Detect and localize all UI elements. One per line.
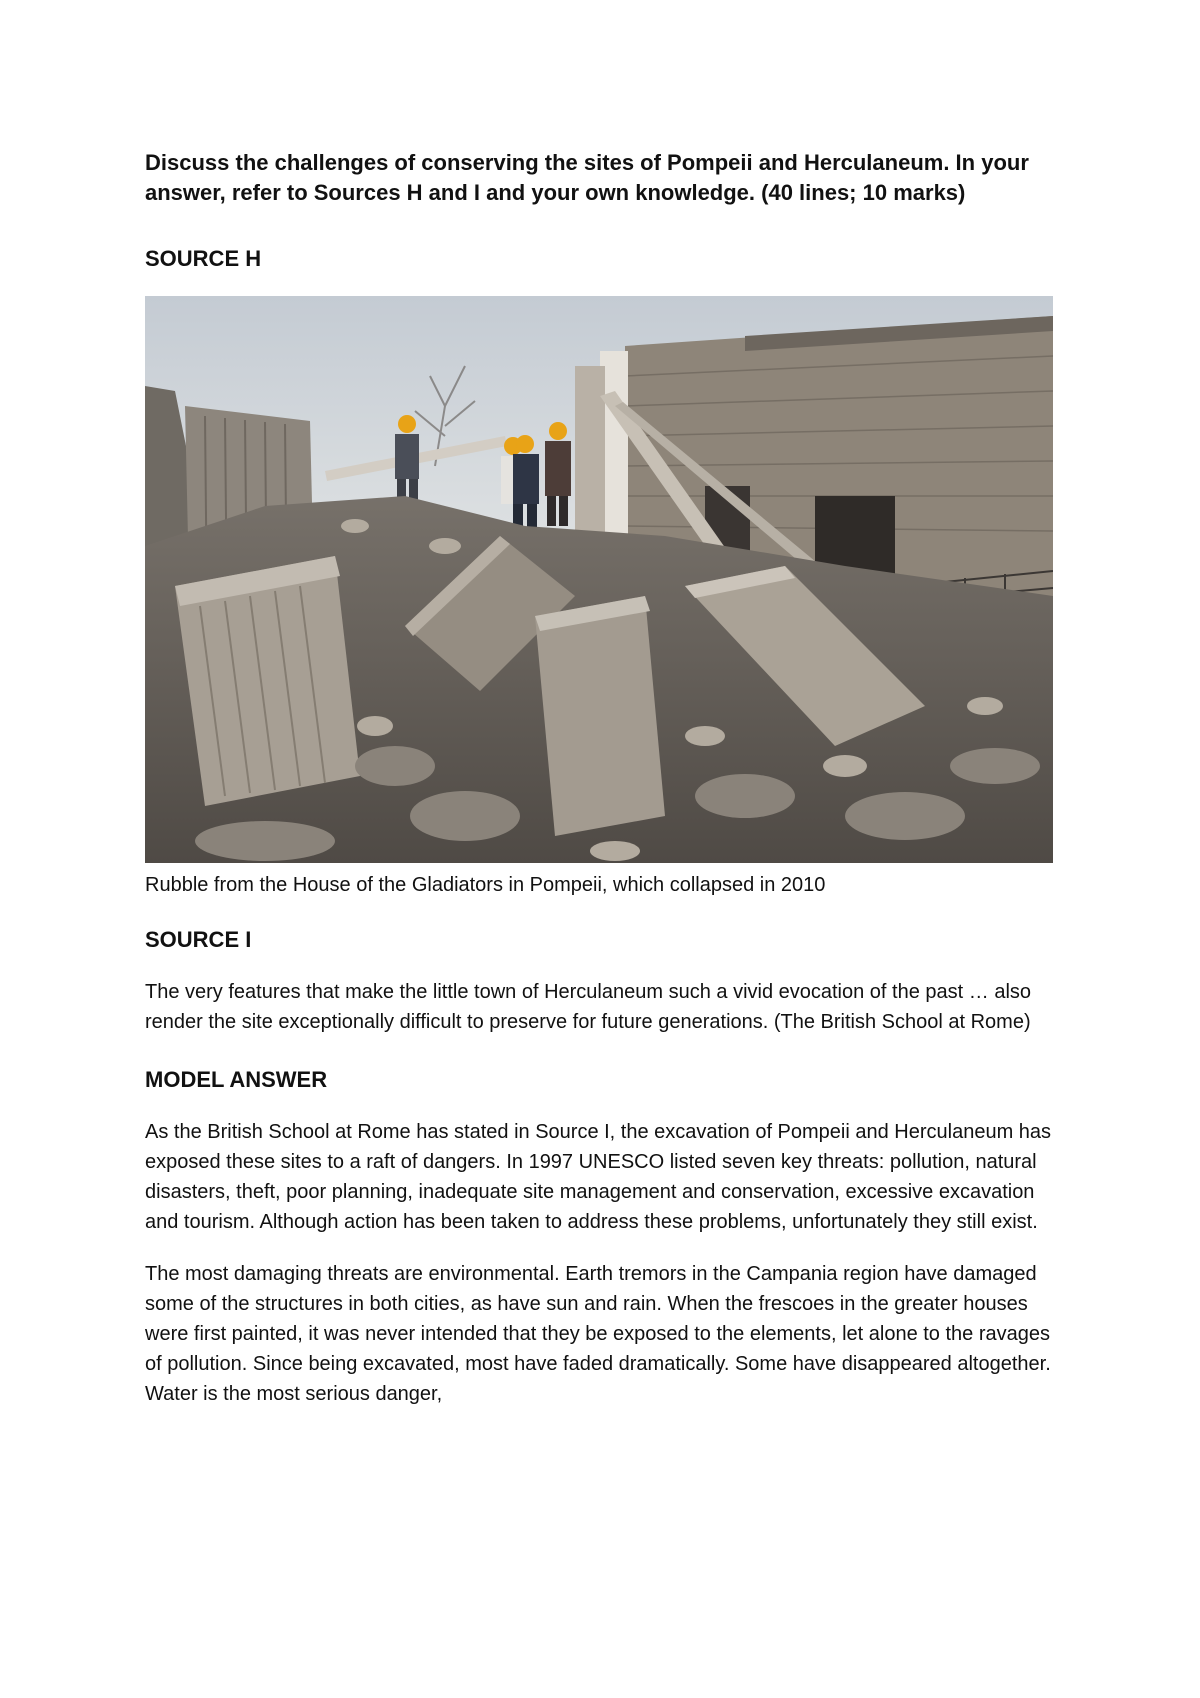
source-h-heading: SOURCE H: [145, 246, 262, 271]
model-answer-paragraph-1: As the British School at Rome has stated in Source I, the excavation of Pompeii and Herculaneum has exposed these sites to a raft of dangers. In 1997 UNESCO listed seven key threats: pollution, natural disasters, theft, poor planning, inadequate site management and conservation, excessive excavation and tourism. Although action has been taken to address these problems, unfortunately they still exist.: [145, 1121, 1052, 1233]
source-h-photo: [145, 296, 1053, 863]
document-content: [145, 148, 1055, 1409]
source-i-heading: SOURCE I: [145, 927, 252, 952]
model-answer-heading: MODEL ANSWER: [145, 1067, 328, 1092]
model-answer-paragraph-2: The most damaging threats are environmental. Earth tremors in the Campania region have damaged some of the structures in both cities, as have sun and rain. When the frescoes in the greater houses were first painted, it was never intended that they be exposed to the elements, let alone to the ravages of pollution. Since being excavated, most have faded dramatically. Some have disappeared altogether. Water is the most serious danger,: [145, 1263, 1051, 1405]
question-prompt: Discuss the challenges of conserving the sites of Pompeii and Herculaneum. In your answer, refer to Sources H and I and your own knowledge. (40 lines; 10 marks): [145, 150, 1029, 205]
source-i-quote: The very features that make the little town of Herculaneum such a vivid evocation of the past … also render the site exceptionally difficult to preserve for future generations. (The British School at Rome): [145, 981, 1032, 1033]
source-h-caption: Rubble from the House of the Gladiators in Pompeii, which collapsed in 2010: [145, 874, 826, 896]
photograph-icon: [145, 296, 1053, 863]
